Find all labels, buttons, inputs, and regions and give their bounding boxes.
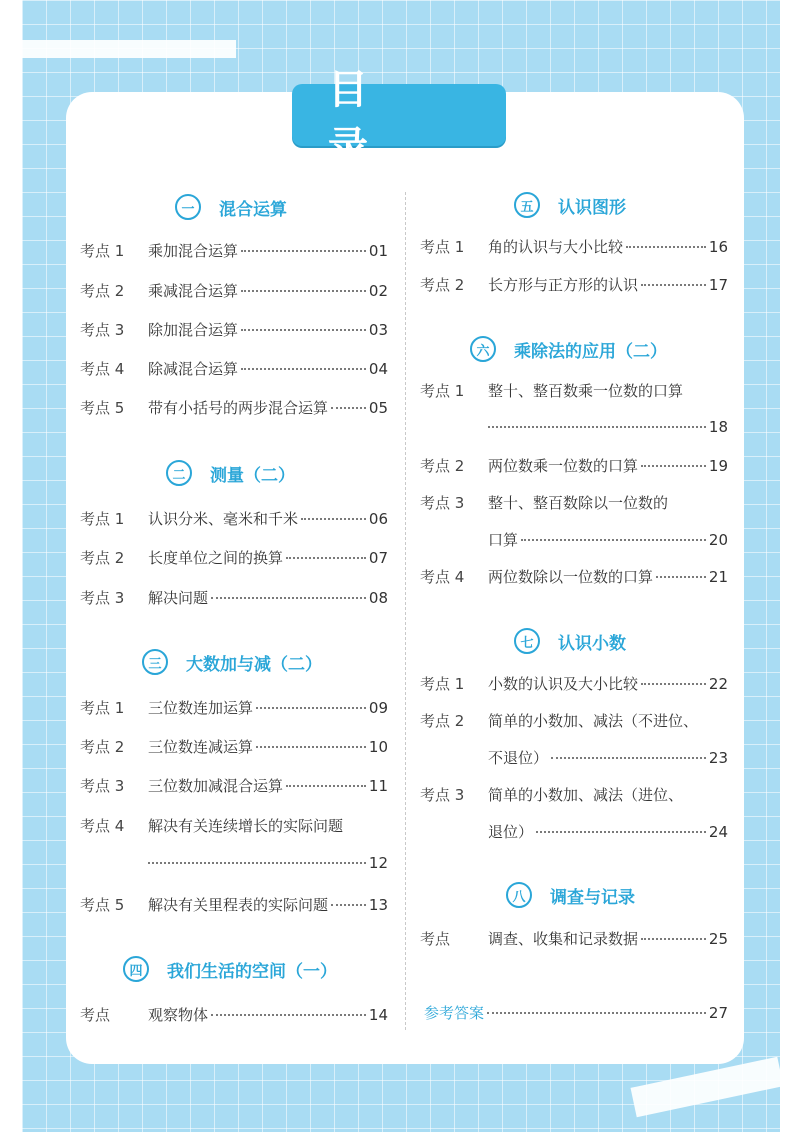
entry-page: 21	[708, 568, 728, 586]
section-heading[interactable]	[506, 882, 635, 908]
toc-entry[interactable]	[80, 508, 388, 530]
section-number-badge: 六	[470, 336, 496, 362]
entry-page: 24	[708, 823, 728, 841]
dot-leader	[301, 518, 366, 520]
toc-entry-continuation[interactable]	[488, 418, 728, 436]
dot-leader	[331, 407, 366, 409]
entry-title-continued: 不退位）	[488, 749, 549, 767]
entry-page: 02	[368, 282, 388, 300]
toc-entry[interactable]	[80, 697, 388, 719]
toc-entry[interactable]	[80, 736, 388, 758]
entry-key: 考点 1	[420, 238, 465, 256]
entry-key: 考点	[420, 930, 451, 948]
entry-title: 三位数加减混合运算	[148, 777, 284, 795]
entry-title: 小数的认识及大小比较	[488, 675, 639, 693]
toc-entry[interactable]	[420, 784, 728, 806]
section-heading[interactable]	[514, 628, 626, 654]
entry-title: 三位数连加运算	[148, 699, 254, 717]
toc-entry[interactable]	[420, 492, 728, 514]
entry-title: 带有小括号的两步混合运算	[148, 399, 329, 417]
entry-key: 考点 3	[80, 321, 125, 339]
entry-key: 考点 2	[420, 712, 465, 730]
section-title: 调查与记录	[550, 887, 635, 908]
section-number-badge: 五	[514, 192, 540, 218]
dot-leader	[488, 426, 706, 428]
entry-page: 08	[368, 589, 388, 607]
section-number-badge: 一	[175, 194, 201, 220]
entry-page: 04	[368, 360, 388, 378]
entry-title: 解决有关里程表的实际问题	[148, 896, 329, 914]
entry-title-continued: 口算	[488, 531, 519, 549]
entry-title: 除减混合运算	[148, 360, 239, 378]
entry-page: 11	[368, 777, 388, 795]
dot-leader	[536, 831, 706, 833]
toc-entry[interactable]	[80, 1004, 388, 1026]
toc-entry-continuation[interactable]	[488, 821, 728, 842]
entry-key: 考点 2	[420, 276, 465, 294]
entry-page: 20	[708, 531, 728, 549]
toc-entry[interactable]	[80, 815, 388, 837]
toc-entry[interactable]	[420, 236, 728, 258]
entry-key: 考点 2	[80, 549, 125, 567]
answers-entry[interactable]	[424, 1002, 728, 1024]
dot-leader	[286, 557, 366, 559]
entry-title: 乘加混合运算	[148, 242, 239, 260]
dot-leader	[641, 938, 706, 940]
dot-leader	[241, 290, 366, 292]
entry-title: 简单的小数加、减法（不进位、	[488, 712, 699, 730]
toc-entry[interactable]	[420, 673, 728, 695]
section-title: 认识小数	[558, 633, 626, 654]
section-title: 认识图形	[558, 197, 626, 218]
section-heading[interactable]	[175, 194, 287, 220]
toc-entry[interactable]	[80, 547, 388, 569]
entry-title: 调查、收集和记录数据	[488, 930, 639, 948]
entry-key: 考点 5	[80, 896, 125, 914]
entry-title: 简单的小数加、减法（进位、	[488, 786, 684, 804]
toc-entry[interactable]	[80, 775, 388, 797]
section-number-badge: 八	[506, 882, 532, 908]
entry-title: 认识分米、毫米和千米	[148, 510, 299, 528]
section-number-badge: 二	[166, 460, 192, 486]
entry-title: 整十、整百数乘一位数的口算	[488, 382, 684, 400]
entry-key: 考点	[80, 1006, 111, 1024]
dot-leader	[241, 368, 366, 370]
toc-entry[interactable]	[80, 280, 388, 302]
toc-entry[interactable]	[420, 710, 728, 732]
entry-key: 考点 3	[420, 494, 465, 512]
section-number-badge: 三	[142, 649, 168, 675]
entry-title: 除加混合运算	[148, 321, 239, 339]
section-heading[interactable]	[123, 956, 337, 982]
entry-key: 考点 3	[80, 777, 125, 795]
entry-title: 解决问题	[148, 589, 209, 607]
title-tab	[292, 67, 506, 170]
dot-leader	[256, 746, 366, 748]
page-title: 目 录	[328, 67, 404, 170]
column-divider	[405, 192, 406, 1030]
entry-title: 两位数除以一位数的口算	[488, 568, 654, 586]
toc-entry[interactable]	[80, 894, 388, 916]
section-heading[interactable]	[166, 460, 295, 486]
toc-entry[interactable]	[80, 358, 388, 380]
toc-entry-continuation[interactable]	[148, 854, 388, 872]
entry-page: 05	[368, 399, 388, 417]
entry-key: 考点 3	[80, 589, 125, 607]
section-heading[interactable]	[142, 649, 322, 675]
entry-title: 整十、整百数除以一位数的	[488, 494, 669, 512]
section-heading[interactable]	[470, 336, 667, 362]
dot-leader	[641, 284, 706, 286]
dot-leader	[331, 904, 366, 906]
entry-page: 16	[708, 238, 728, 256]
entry-key: 考点 1	[80, 242, 125, 260]
entry-key: 考点 4	[420, 568, 465, 586]
entry-key: 考点 2	[80, 282, 125, 300]
entry-page: 14	[368, 1006, 388, 1024]
entry-page: 17	[708, 276, 728, 294]
dot-leader	[241, 250, 366, 252]
toc-entry[interactable]	[420, 566, 728, 588]
entry-key: 考点 1	[80, 510, 125, 528]
entry-title: 三位数连减运算	[148, 738, 254, 756]
section-title: 混合运算	[219, 199, 287, 220]
entry-title: 解决有关连续增长的实际问题	[148, 817, 344, 835]
section-title: 大数加与减（二）	[186, 654, 322, 675]
toc-entry[interactable]	[420, 380, 728, 402]
dot-leader	[521, 539, 706, 541]
dot-leader	[641, 465, 706, 467]
answers-page: 27	[708, 1004, 728, 1022]
toc-entry[interactable]	[80, 319, 388, 341]
entry-key: 考点 2	[80, 738, 125, 756]
entry-page: 18	[708, 418, 728, 436]
toc-entry[interactable]	[420, 928, 728, 950]
entry-page: 09	[368, 699, 388, 717]
entry-page: 23	[708, 749, 728, 767]
entry-page: 01	[368, 242, 388, 260]
entry-page: 10	[368, 738, 388, 756]
section-number-badge: 四	[123, 956, 149, 982]
toc-entry[interactable]	[420, 274, 728, 296]
entry-page: 03	[368, 321, 388, 339]
entry-key: 考点 2	[420, 457, 465, 475]
dot-leader	[551, 757, 706, 759]
entry-title: 观察物体	[148, 1006, 209, 1024]
dot-leader	[211, 597, 366, 599]
entry-page: 25	[708, 930, 728, 948]
entry-key: 考点 4	[80, 817, 125, 835]
entry-title: 长度单位之间的换算	[148, 549, 284, 567]
dot-leader	[148, 862, 366, 864]
entry-key: 考点 3	[420, 786, 465, 804]
entry-page: 19	[708, 457, 728, 475]
entry-page: 13	[368, 896, 388, 914]
toc-entry[interactable]	[80, 240, 388, 262]
toc-entry[interactable]	[420, 455, 728, 477]
entry-title: 乘减混合运算	[148, 282, 239, 300]
entry-title: 两位数乘一位数的口算	[488, 457, 639, 475]
dot-leader	[286, 785, 366, 787]
dot-leader	[241, 329, 366, 331]
entry-title: 角的认识与大小比较	[488, 238, 624, 256]
entry-title: 长方形与正方形的认识	[488, 276, 639, 294]
answers-label: 参考答案	[424, 1004, 485, 1022]
entry-key: 考点 5	[80, 399, 125, 417]
tape-strip-top	[22, 40, 236, 58]
entry-key: 考点 1	[420, 675, 465, 693]
dot-leader	[256, 707, 366, 709]
section-title: 乘除法的应用（二）	[514, 341, 667, 362]
dot-leader	[487, 1012, 706, 1014]
entry-page: 07	[368, 549, 388, 567]
entry-page: 06	[368, 510, 388, 528]
entry-key: 考点 1	[80, 699, 125, 717]
section-title: 我们生活的空间（一）	[167, 961, 337, 982]
section-title: 测量（二）	[210, 465, 295, 486]
toc-entry-continuation[interactable]	[488, 747, 728, 768]
toc-entry-continuation[interactable]	[488, 529, 728, 550]
dot-leader	[626, 246, 706, 248]
dot-leader	[211, 1014, 366, 1016]
entry-page: 22	[708, 675, 728, 693]
entry-key: 考点 1	[420, 382, 465, 400]
dot-leader	[656, 576, 706, 578]
section-heading[interactable]	[514, 192, 626, 218]
entry-title-continued: 退位）	[488, 823, 534, 841]
entry-page: 12	[368, 854, 388, 872]
toc-entry[interactable]	[80, 587, 388, 609]
toc-entry[interactable]	[80, 397, 388, 419]
entry-key: 考点 4	[80, 360, 125, 378]
dot-leader	[641, 683, 706, 685]
section-number-badge: 七	[514, 628, 540, 654]
